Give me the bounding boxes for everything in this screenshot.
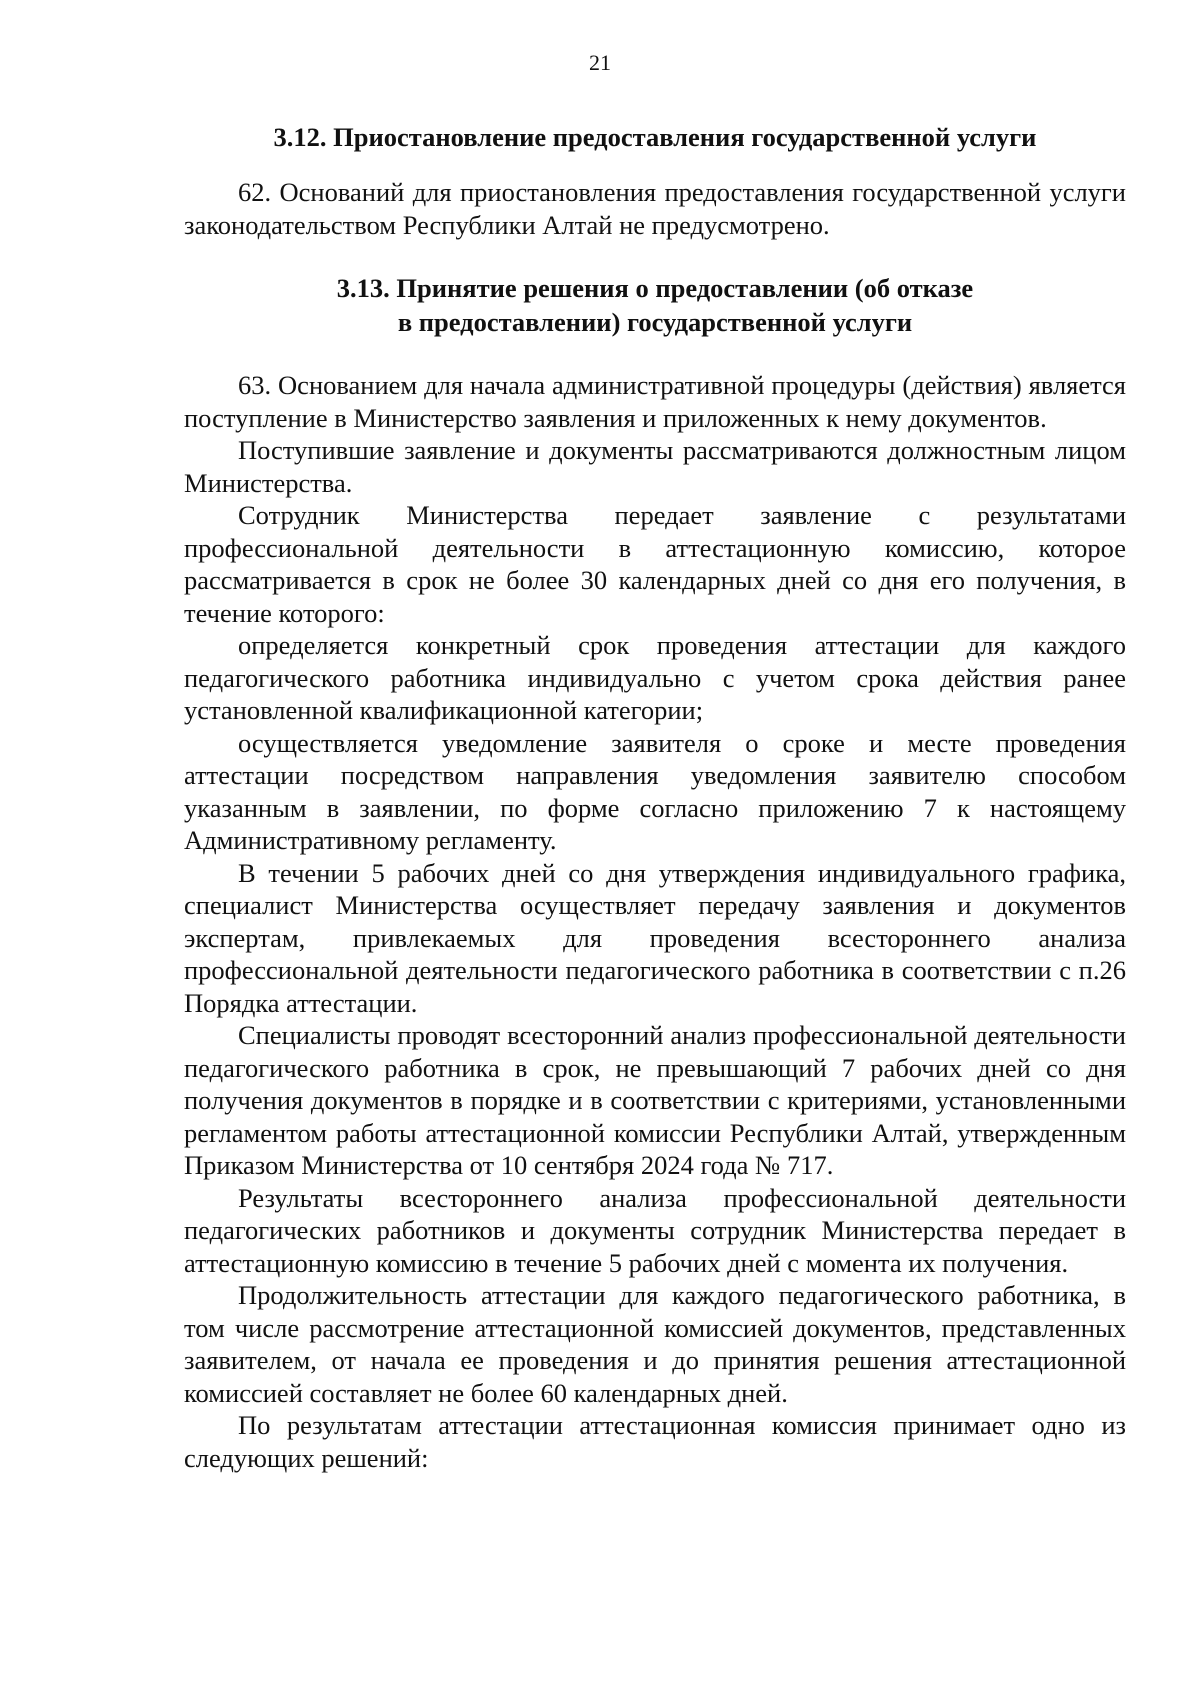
page-number: 21 [589, 50, 611, 75]
paragraph-applicant-notification: осуществляется уведомление заявителя о сроке и месте проведения аттестации посредством направления уведомления заявителю способом указанным в заявлении, по форме согласно приложению 7 к настоящему Административному регламенту. [184, 727, 1126, 855]
document-body [184, 120, 1126, 1474]
paragraph-employee-transfer: Сотрудник Министерства передает заявление с результатами профессиональной деятельности в аттестационную комиссию, которое рассматривается в срок не более 30 календарных дней со дня его получения, в течение которого: [184, 500, 1126, 628]
paragraph-attestation-duration: Продолжительность аттестации для каждого педагогического работника, в том числе рассмотрение аттестационной комиссией документов, представленных заявителем, от начала ее проведения и до принятия решения аттестационной комиссией составляет не более 60 календарных дней. [184, 1280, 1126, 1408]
paragraph-63: 63. Основанием для начала административной процедуры (действия) является поступление в Министерство заявления и приложенных к нему документов. [184, 370, 1126, 433]
paragraph-62: 62. Оснований для приостановления предоставления государственной услуги законодательством Республики Алтай не предусмотрено. [184, 177, 1126, 240]
section-heading-3-13 [184, 271, 1126, 339]
section-heading-3-13-line1: 3.13. Принятие решения о предоставлении (об отказе [336, 273, 974, 303]
paragraph-specialists-analysis: Специалисты проводят всесторонний анализ профессиональной деятельности педагогического работника в срок, не превышающий 7 рабочих дней со дня получения документов в порядке и в соответствии с критериями, установленными регламентом работы аттестационной комиссии Республики Алтай, утвержденным Приказом Министерства от 10 сентября 2024 года № 717. [184, 1020, 1126, 1180]
section-heading-3-13-line2: в предоставлении) государственной услуги [397, 307, 913, 337]
paragraph-experts-transfer: В течении 5 рабочих дней со дня утверждения индивидуального графика, специалист Министерства осуществляет передачу заявления и документов экспертам, привлекаемых для проведения всестороннего анализа профессиональной деятельности педагогического работника в соответствии с п.26 Порядка аттестации. [184, 857, 1126, 1018]
paragraph-analysis-results: Результаты всестороннего анализа профессиональной деятельности педагогических работников и документы сотрудник Министерства передает в аттестационную комиссию в течение 5 рабочих дней с момента их получения. [184, 1182, 1126, 1278]
paragraph-documents-review: Поступившие заявление и документы рассматриваются должностным лицом Министерства. [184, 435, 1126, 498]
paragraph-commission-decisions: По результатам аттестации аттестационная комиссия принимает одно из следующих решений: [184, 1410, 1126, 1473]
paragraph-deadline-determination: определяется конкретный срок проведения аттестации для каждого педагогического работника индивидуально с учетом срока действия ранее установленной квалификационной категории; [184, 630, 1126, 725]
section-heading-3-12: 3.12. Приостановление предоставления государственной услуги [273, 122, 1037, 152]
